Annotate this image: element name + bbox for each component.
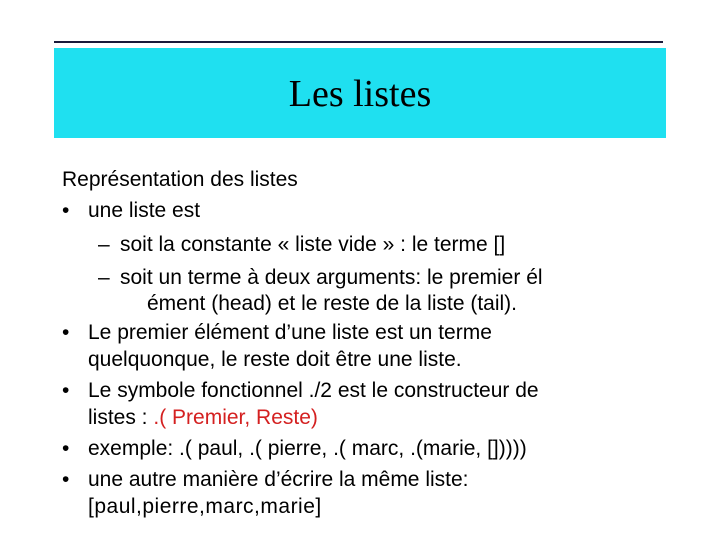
bullet-item-example: exemple: .( paul, .( pierre, .( marc, .(marie, [])))): [88, 437, 527, 460]
functor-example: .( Premier, Reste): [153, 406, 318, 429]
title-band: [54, 48, 666, 138]
bullet-item-list-definition: une liste est: [88, 199, 201, 222]
bullet-item-functor-line1: Le symbole fonctionnel ./2 est le constructeur de: [88, 379, 539, 402]
section-heading: Représentation des listes: [62, 168, 298, 191]
dash-marker: –: [98, 233, 110, 256]
bullet-item-first-element-line1: Le premier élément d’une liste est un terme: [88, 321, 492, 344]
top-rule: [54, 41, 663, 43]
dash-marker: –: [98, 266, 110, 289]
bullet-item-first-element-line2: quelquonque, le reste doit être une liste.: [88, 348, 462, 371]
bullet-marker: •: [62, 199, 70, 222]
functor-prefix: listes :: [88, 406, 154, 429]
bullet-item-alternative-line1: une autre manière d’écrire la même liste:: [88, 468, 469, 491]
bullet-marker: •: [62, 437, 70, 460]
sub-item-compound-term-line2: ément (head) et le reste de la liste (tail).: [147, 292, 518, 315]
bullet-marker: •: [62, 379, 70, 402]
bullet-marker: •: [62, 321, 70, 344]
bullet-marker: •: [62, 468, 70, 491]
sub-item-compound-term-line1: soit un terme à deux arguments: le premier él: [120, 266, 543, 289]
bullet-item-alternative-line2: [paul,pierre,marc,marie]: [88, 495, 322, 518]
bullet-item-functor-line2: [88, 404, 318, 431]
sub-item-empty-list: soit la constante « liste vide » : le terme []: [120, 233, 506, 256]
slide-title: Les listes: [288, 73, 432, 115]
